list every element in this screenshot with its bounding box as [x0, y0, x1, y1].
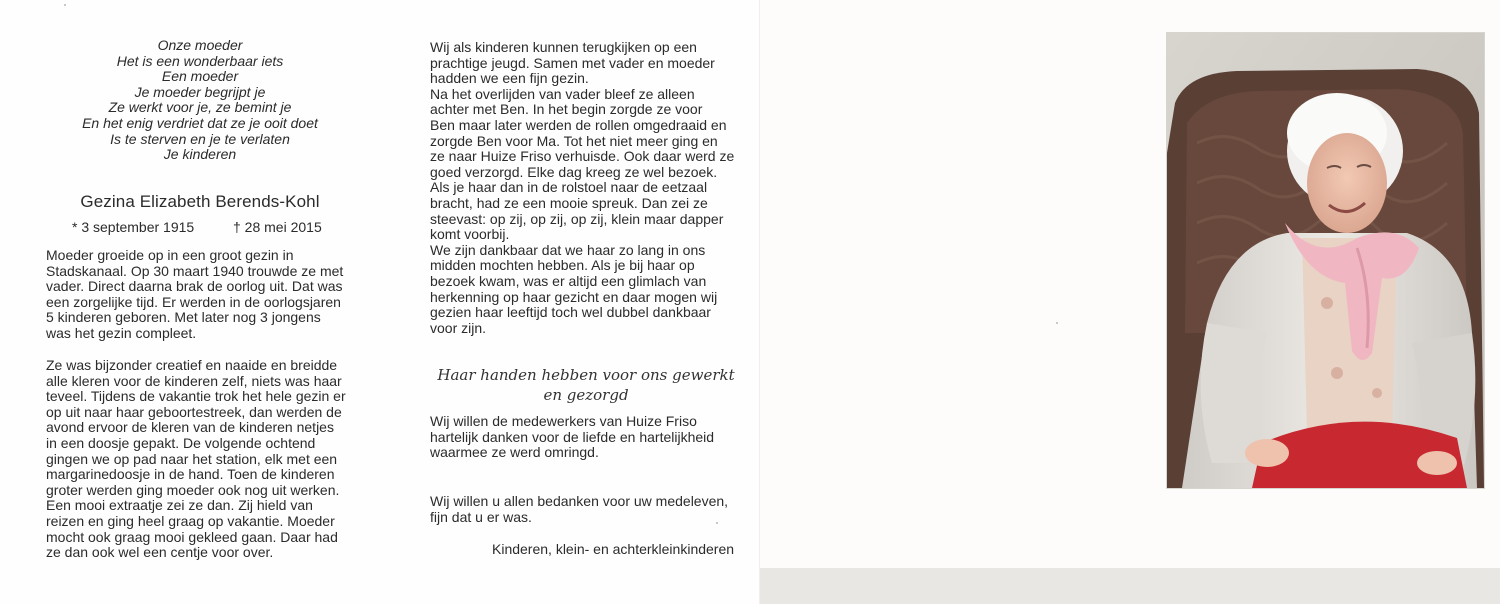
poem	[40, 38, 360, 163]
portrait-photo	[1166, 32, 1485, 489]
scan-speck	[1056, 322, 1058, 324]
thanks-staff-paragraph	[430, 414, 714, 461]
portrait-illustration	[1167, 33, 1484, 488]
text-line: steevast: op zij, op zij, op zij, klein maar dapper	[430, 210, 724, 227]
text-line: gingen we op pad naar het station, elk met een	[46, 450, 338, 467]
text-line: ze dan ook wel een centje voor over.	[46, 544, 274, 561]
text-line: prachtige jeugd. Samen met vader en moeder	[430, 54, 715, 71]
birth-date: * 3 september 1915	[72, 219, 195, 235]
text-line: mocht ook graag mooi gekleed gaan. Daar had	[46, 528, 338, 545]
text-line: We zijn dankbaar dat we haar zo lang in ons	[430, 241, 706, 258]
text-line: komt voorbij.	[430, 226, 510, 243]
text-line: op uit naar haar geboortestreek, dan werden de	[46, 403, 342, 420]
poem-line: En het enig verdriet dat ze je ooit doet	[82, 114, 318, 131]
text-line: 5 kinderen geboren. Met later nog 3 jongens	[46, 309, 321, 326]
poem-line: Ze werkt voor je, ze bemint je	[108, 99, 292, 116]
text-line: Wij willen u allen bedanken voor uw medeleven,	[430, 493, 729, 509]
poem-line: Het is een wonderbaar iets	[116, 52, 284, 69]
thanks-all-paragraph	[430, 494, 728, 525]
text-line: hartelijk danken voor de liefde en hartelijkheid	[430, 428, 715, 445]
scan-speck	[64, 4, 66, 6]
text-line: waarmee ze werd omringd.	[430, 444, 599, 461]
text-line: Stadskanaal. Op 30 maart 1940 trouwde ze met	[46, 262, 344, 279]
text-line: ze naar Huize Friso verhuisde. Ook daar werd ze	[430, 148, 735, 165]
poem-line: Je moeder begrijpt je	[134, 83, 266, 100]
text-line: Wij als kinderen kunnen terugkijken op een	[430, 39, 697, 55]
text-line: bracht, had ze een mooie spreuk. Dan zei ze	[430, 194, 708, 211]
text-line: fijn dat u er was.	[430, 508, 532, 525]
text-line: achter met Ben. In het begin zorgde ze voor	[430, 101, 703, 118]
text-line: teveel. Tijdens de vakantie trok het hele gezin er	[46, 388, 346, 405]
text-line: groter werden ging moeder ook nog uit werken.	[46, 481, 340, 498]
deceased-name: Gezina Elizabeth Berends-Kohl	[80, 192, 320, 211]
text-line: midden mochten hebben. Als je bij haar op	[430, 257, 695, 274]
text-line: bezoek kwam, was er altijd een glimlach van	[430, 272, 707, 289]
text-line: Na het overlijden van vader bleef ze alleen	[430, 85, 695, 102]
text-line: reizen en ging heel graag op vakantie. Moeder	[46, 512, 335, 529]
quote-line: Haar handen hebben voor ons gewerkt	[437, 366, 735, 384]
text-line: Ze was bijzonder creatief en naaide en breidde	[46, 357, 338, 373]
text-line: margarinedoosje in de hand. Toen de kinderen	[46, 466, 335, 483]
text-line: herkenning op haar gezicht en daar mogen wij	[430, 288, 718, 305]
text-line: hadden we een fijn gezin.	[430, 70, 589, 87]
poem-line: Een moeder	[161, 68, 239, 85]
memories-paragraph	[430, 40, 734, 336]
poem-line: Is te sterven en je te verlaten	[110, 130, 290, 147]
text-line: avond ervoor de kleren van de kinderen netjes	[46, 419, 334, 436]
text-line: alle kleren voor de kinderen zelf, niets was haar	[46, 372, 342, 389]
poem-line: Je kinderen	[163, 146, 237, 163]
text-line: in een doosje gepakt. De volgende ochtend	[46, 434, 316, 451]
poem-line: Onze moeder	[157, 37, 243, 53]
text-line: een zorgelijke tijd. Er werden in de oorlogsjaren	[46, 293, 341, 310]
scan-speck	[716, 522, 718, 524]
text-line: voor zijn.	[430, 319, 487, 336]
text-line: Moeder groeide op in een groot gezin in	[46, 247, 294, 263]
text-line: gezien haar leeftijd toch wel dubbel dankbaar	[430, 304, 711, 321]
text-line: goed verzorgd. Elke dag kreeg ze wel bezoek.	[430, 163, 718, 180]
text-line: Wij willen de medewerkers van Huize Friso	[430, 413, 697, 429]
handwritten-quote	[430, 365, 742, 405]
text-line: vader. Direct daarna brak de oorlog uit. Dat was	[46, 278, 343, 295]
signoff: Kinderen, klein- en achterkleinkinderen	[492, 541, 735, 557]
death-date: † 28 mei 2015	[233, 219, 322, 235]
text-line: Een mooi extraatje zei ze dan. Zij hield van	[46, 497, 313, 514]
biography-paragraph-1	[46, 248, 343, 342]
scan-background-strip	[760, 568, 1500, 604]
text-line: zorgde Ben voor Ma. Tot het niet meer ging en	[430, 132, 718, 149]
text-line: was het gezin compleet.	[46, 324, 197, 341]
text-line: Ben maar later werden de rollen omgedraaid en	[430, 116, 727, 133]
text-line: Als je haar dan in de rolstoel naar de eetzaal	[430, 179, 708, 196]
biography-paragraph-2	[46, 358, 346, 561]
quote-line: en gezorgd	[543, 386, 629, 404]
